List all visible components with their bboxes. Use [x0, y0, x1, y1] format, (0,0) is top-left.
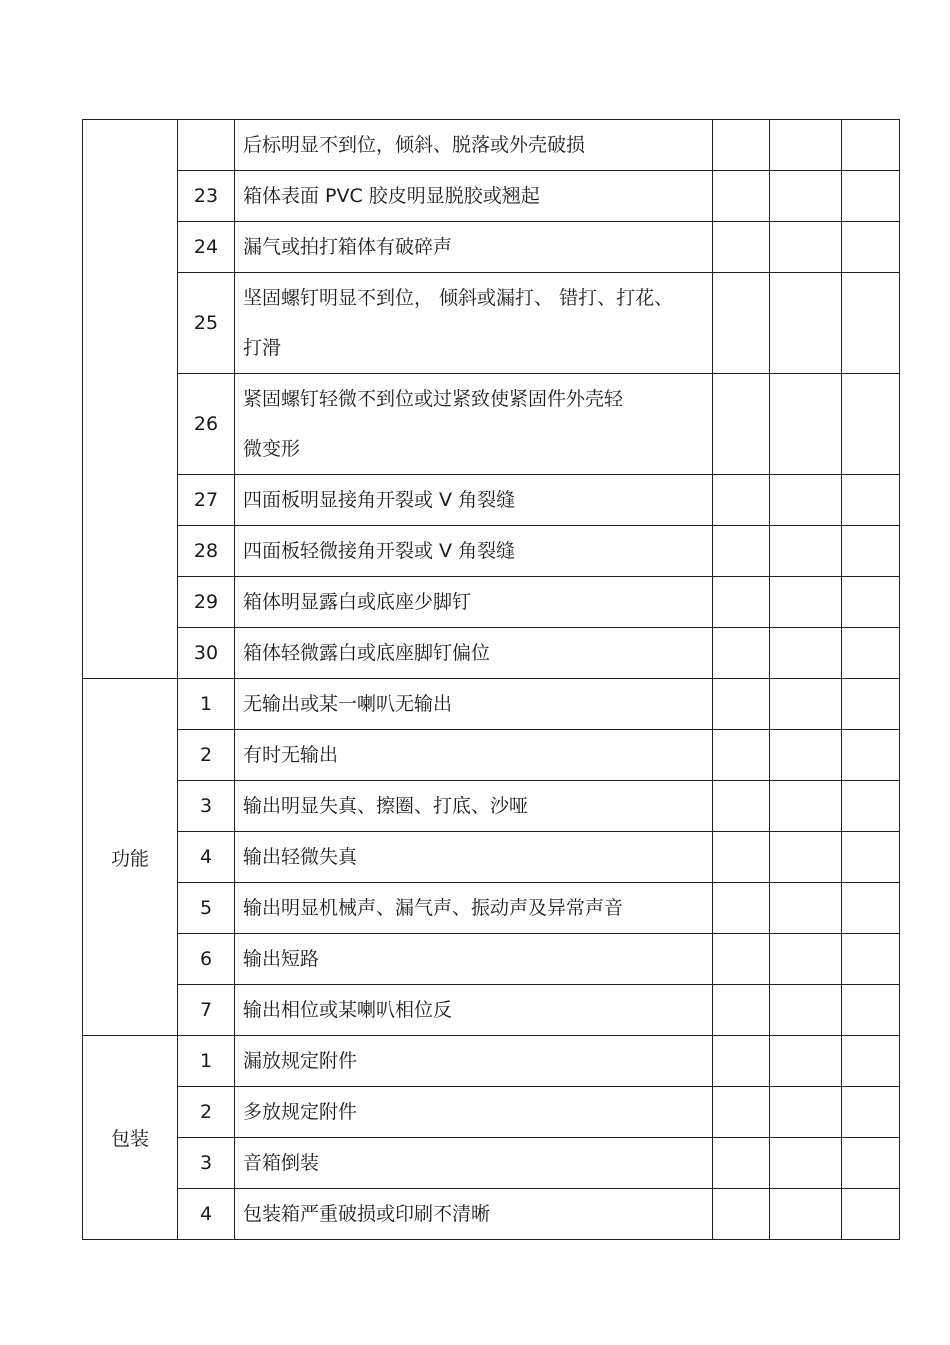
- item-description: 包装箱严重破损或印刷不清晰: [235, 1189, 713, 1240]
- item-number: 6: [178, 934, 235, 985]
- blank-cell: [770, 475, 842, 526]
- item-description: [235, 374, 713, 475]
- blank-cell: [713, 985, 770, 1036]
- table-row: [83, 934, 900, 985]
- blank-cell: [713, 374, 770, 475]
- blank-cell: [770, 273, 842, 374]
- item-description: 四面板轻微接角开裂或 V 角裂缝: [235, 526, 713, 577]
- blank-cell: [842, 985, 900, 1036]
- blank-cell: [713, 883, 770, 934]
- blank-cell: [713, 934, 770, 985]
- blank-cell: [770, 679, 842, 730]
- item-description: 输出明显失真、擦圈、打底、沙哑: [235, 781, 713, 832]
- blank-cell: [770, 1036, 842, 1087]
- blank-cell: [842, 679, 900, 730]
- item-number: 29: [178, 577, 235, 628]
- table-row: [83, 679, 900, 730]
- blank-cell: [842, 577, 900, 628]
- blank-cell: [713, 628, 770, 679]
- item-number: 27: [178, 475, 235, 526]
- blank-cell: [842, 1036, 900, 1087]
- table-row: [83, 985, 900, 1036]
- item-number: 5: [178, 883, 235, 934]
- item-number: 24: [178, 222, 235, 273]
- blank-cell: [842, 273, 900, 374]
- item-description: 输出短路: [235, 934, 713, 985]
- table-row: [83, 628, 900, 679]
- blank-cell: [842, 628, 900, 679]
- item-description: 输出明显机械声、漏气声、振动声及异常声音: [235, 883, 713, 934]
- blank-cell: [770, 934, 842, 985]
- blank-cell: [770, 222, 842, 273]
- table-row: [83, 171, 900, 222]
- table-row: [83, 577, 900, 628]
- item-description: 箱体轻微露白或底座脚钉偏位: [235, 628, 713, 679]
- blank-cell: [842, 1189, 900, 1240]
- item-number: 3: [178, 781, 235, 832]
- blank-cell: [713, 679, 770, 730]
- item-description: 后标明显不到位，倾斜、脱落或外壳破损: [235, 120, 713, 171]
- item-description-line1: 坚固螺钉明显不到位， 倾斜或漏打、 错打、打花、: [243, 287, 674, 309]
- item-number: 2: [178, 730, 235, 781]
- item-description: 箱体表面 PVC 胶皮明显脱胶或翘起: [235, 171, 713, 222]
- item-number: 28: [178, 526, 235, 577]
- blank-cell: [713, 781, 770, 832]
- item-number: 26: [178, 374, 235, 475]
- item-number: [178, 120, 235, 171]
- blank-cell: [842, 832, 900, 883]
- table-row: [83, 475, 900, 526]
- blank-cell: [713, 1138, 770, 1189]
- blank-cell: [713, 832, 770, 883]
- blank-cell: [770, 985, 842, 1036]
- blank-cell: [713, 475, 770, 526]
- item-description: 无输出或某一喇叭无输出: [235, 679, 713, 730]
- category-cell: [83, 120, 178, 679]
- category-cell: 包装: [83, 1036, 178, 1240]
- item-number: 23: [178, 171, 235, 222]
- item-description-line2: 微变形: [243, 438, 301, 460]
- blank-cell: [770, 577, 842, 628]
- blank-cell: [713, 273, 770, 374]
- blank-cell: [842, 526, 900, 577]
- blank-cell: [842, 883, 900, 934]
- item-description: 漏放规定附件: [235, 1036, 713, 1087]
- blank-cell: [713, 730, 770, 781]
- table-row: [83, 120, 900, 171]
- blank-cell: [770, 120, 842, 171]
- blank-cell: [770, 883, 842, 934]
- item-number: 1: [178, 1036, 235, 1087]
- item-number: 2: [178, 1087, 235, 1138]
- blank-cell: [770, 730, 842, 781]
- blank-cell: [842, 374, 900, 475]
- table-row: [83, 832, 900, 883]
- item-number: 1: [178, 679, 235, 730]
- item-number: 30: [178, 628, 235, 679]
- blank-cell: [842, 475, 900, 526]
- item-description: 音箱倒装: [235, 1138, 713, 1189]
- item-number: 25: [178, 273, 235, 374]
- blank-cell: [770, 1189, 842, 1240]
- blank-cell: [713, 577, 770, 628]
- blank-cell: [713, 1036, 770, 1087]
- blank-cell: [842, 171, 900, 222]
- table-row: [83, 1189, 900, 1240]
- blank-cell: [770, 171, 842, 222]
- item-description: 多放规定附件: [235, 1087, 713, 1138]
- blank-cell: [842, 730, 900, 781]
- category-cell: 功能: [83, 679, 178, 1036]
- item-number: 7: [178, 985, 235, 1036]
- blank-cell: [713, 222, 770, 273]
- inspection-table: [82, 119, 900, 1240]
- blank-cell: [842, 934, 900, 985]
- table-row: [83, 526, 900, 577]
- item-description: 漏气或拍打箱体有破碎声: [235, 222, 713, 273]
- blank-cell: [842, 222, 900, 273]
- table-row: [83, 222, 900, 273]
- item-description-line1: 紧固螺钉轻微不到位或过紧致使紧固件外壳轻: [243, 388, 624, 410]
- item-description: 输出相位或某喇叭相位反: [235, 985, 713, 1036]
- blank-cell: [842, 1087, 900, 1138]
- table-row: [83, 273, 900, 374]
- item-description: [235, 273, 713, 374]
- item-description: 输出轻微失真: [235, 832, 713, 883]
- blank-cell: [770, 374, 842, 475]
- table-row: [83, 1036, 900, 1087]
- table-row: [83, 883, 900, 934]
- item-description-line2: 打滑: [243, 337, 282, 359]
- blank-cell: [770, 526, 842, 577]
- table-row: [83, 1087, 900, 1138]
- table-row: [83, 730, 900, 781]
- blank-cell: [713, 171, 770, 222]
- blank-cell: [713, 1189, 770, 1240]
- blank-cell: [770, 1087, 842, 1138]
- blank-cell: [770, 781, 842, 832]
- blank-cell: [842, 781, 900, 832]
- blank-cell: [842, 1138, 900, 1189]
- table-row: [83, 374, 900, 475]
- table-row: [83, 1138, 900, 1189]
- blank-cell: [770, 832, 842, 883]
- blank-cell: [842, 120, 900, 171]
- table-row: [83, 781, 900, 832]
- blank-cell: [713, 1087, 770, 1138]
- blank-cell: [770, 1138, 842, 1189]
- item-description: 有时无输出: [235, 730, 713, 781]
- item-number: 4: [178, 832, 235, 883]
- blank-cell: [713, 120, 770, 171]
- blank-cell: [770, 628, 842, 679]
- item-number: 4: [178, 1189, 235, 1240]
- item-description: 四面板明显接角开裂或 V 角裂缝: [235, 475, 713, 526]
- item-description: 箱体明显露白或底座少脚钉: [235, 577, 713, 628]
- item-number: 3: [178, 1138, 235, 1189]
- blank-cell: [713, 526, 770, 577]
